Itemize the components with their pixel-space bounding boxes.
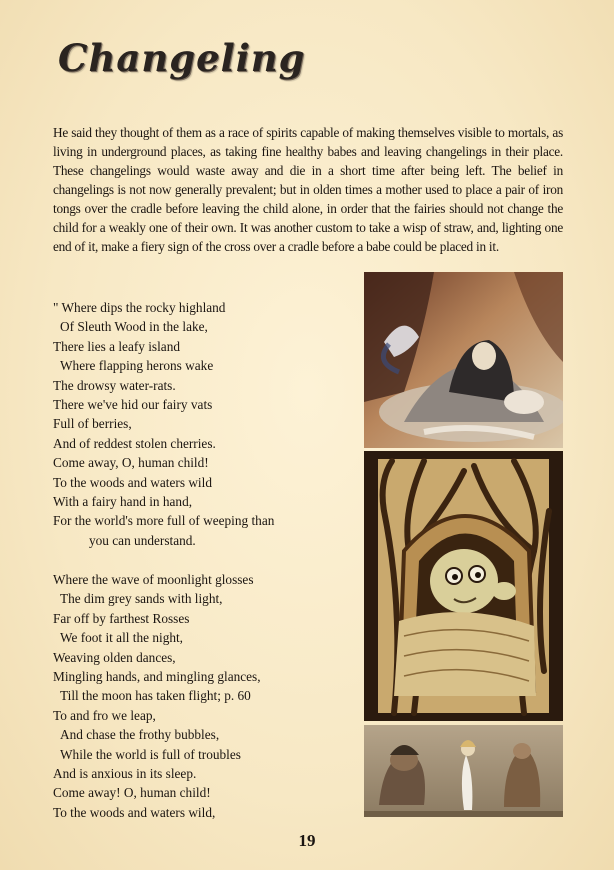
illustration-trolls [364,725,563,817]
poem-line: Far off by farthest Rosses [53,610,190,626]
poem-line: Till the moon has taken flight; p. 60 [60,688,251,704]
poem-line: There lies a leafy island [53,338,181,354]
poem-line: While the world is full of troubles [60,746,241,762]
poem-stanza-1 [53,298,274,550]
poem-line: There we've hid our fairy vats [53,397,213,413]
page-number: 19 [298,831,316,850]
poem-line: Mingling hands, and mingling glances, [53,669,261,685]
poem-line: And is anxious in its sleep. [53,766,197,782]
poem-line: For the world's more full of weeping than [53,513,275,529]
illustration-changeling-cradle [364,451,563,721]
illustration-sleeping-figures [364,272,563,448]
poem-line: And chase the frothy bubbles, [60,727,220,743]
poem-line: To the woods and waters wild [53,474,212,490]
poem-line: The dim grey sands with light, [60,591,223,607]
poem-line: Weaving olden dances, [53,649,176,665]
poem-line: To and fro we leap, [53,707,156,723]
poem-line: Full of berries, [53,416,132,432]
poem-line: " Where dips the rocky highland [53,300,226,315]
poem-line: And of reddest stolen cherries. [53,435,216,451]
poem-line: We foot it all the night, [60,630,184,646]
poem-line: Come away, O, human child! [53,455,209,471]
poem-line: With a fairy hand in hand, [53,494,193,510]
poem-line: you can understand. [89,532,196,548]
poem-line: Of Sleuth Wood in the lake, [60,319,208,335]
poem-line: Come away! O, human child! [53,785,211,801]
poem-line: Where flapping herons wake [60,358,214,374]
poem-line: To the woods and waters wild, [53,804,216,820]
body-paragraph: He said they thought of them as a race of spirits capable of making themselves visible to mortals, as living in underground places, as taking fine healthy babes and leaving changelings in their place. These changelings would waste away and die in a short time after being left. The belief in changelings is not now generally prevalent; but in olden times a mother used to place a pair of iron tongs over the cradle before leaving the child alone, in order that the fairies should not change the child for a weakly one of their own. It was another custom to take a wisp of straw, and, lighting one end of it, make a fiery sign of the cross over a cradle before a babe could be placed in it. [53,125,563,254]
poem-line: Where the wave of moonlight glosses [53,572,254,587]
poem-stanza-2 [53,570,261,822]
page-title: Changeling [58,36,306,80]
poem-line: The drowsy water-rats. [53,377,176,393]
